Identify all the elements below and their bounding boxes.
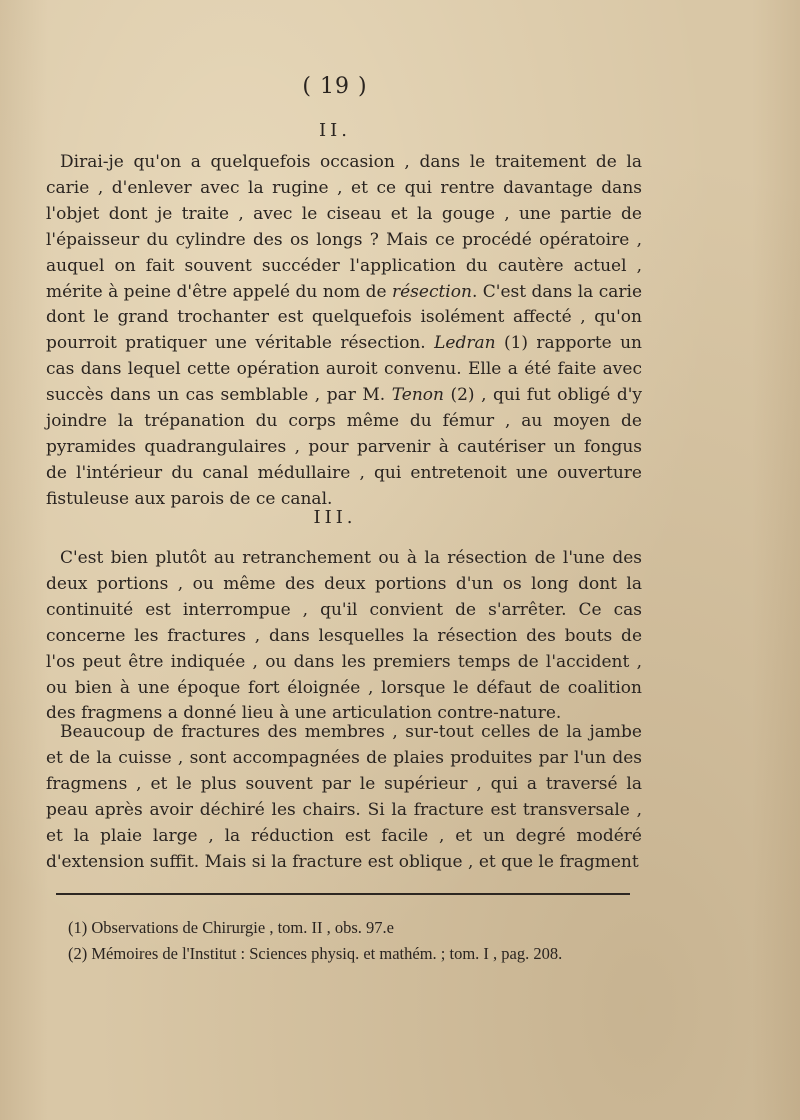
footnote-rule: [56, 893, 630, 895]
section-number-three: III.: [313, 507, 357, 528]
paragraph-text: (2) , qui fut obligé d'y joindre la trépanation du corps même du fémur , au moyen de pyramides quadrangulaires , pour parvenir à cautériser un fongus de l'intérieur du canal médullaire , qui entretenoit une ouverture fistuleuse aux parois de ce canal.: [46, 385, 642, 509]
paragraph-text: . C'est dans la carie dont le grand trochanter est quelquefois isolément affecté , qu'on pourroit pratiquer une véritable résection.: [46, 281, 643, 354]
footnote-2: (2) Mémoires de l'Institut : Sciences physiq. et mathém. ; tom. I , pag. 208.: [68, 944, 563, 963]
paragraph-fracture-resection: C'est bien plutôt au retranchement ou à la résection de l'une des deux portions , ou même des deux portions d'un os long dont la continuité est interrompue , qu'il convient de s'arrêter. Ce cas concerne les fractures , dans lesquelles la résection des bouts de l'os peut être indiquée , ou dans les premiers temps de l'accident , ou bien à une époque fort éloignée , lorsque le défaut de coalition des fragmens a donné lieu à une articulation contre-nature.: [46, 548, 642, 724]
paragraph-limb-fractures: Beaucoup de fractures des membres , sur-tout celles de la jambe et de la cuisse , sont accompagnées de plaies produites par l'un des fragmens , et le plus souvent par le supérieur , qui a traversé la peau après avoir déchiré les chairs. Si la fracture est transversale , et la plaie large , la réduction est facile , et un degré modéré d'extension suffit. Mais si la fracture est oblique , et que le fragment: [46, 722, 642, 872]
page-number: ( 19 ): [302, 74, 368, 99]
paragraph-text: Dirai-je qu'on a quelquefois occasion , dans le traitement de la carie , d'enlever avec la rugine , et ce qui rentre davantage dans l'objet dont je traite , avec le ciseau et la gouge , une partie de l'épaisseur du cylindre des os longs ? Mais ce procédé opératoire , auquel on fait souvent succéder l'application du cautère actuel , mérite à peine d'être appelé du nom de: [46, 152, 642, 302]
section-number-two: II.: [319, 120, 351, 141]
footnote-1: (1) Observations de Chirurgie , tom. II , obs. 97.e: [68, 918, 394, 937]
italic-term-resection: résection: [391, 281, 472, 302]
paragraph-text: (1) rapporte un cas dans lequel cette opération auroit convenu. Elle a été faite avec succès dans un cas semblable , par M.: [46, 333, 642, 406]
paragraph-resection-caries: [46, 150, 642, 513]
author-tenon: Tenon: [391, 385, 444, 406]
author-ledran: Ledran: [434, 333, 496, 354]
